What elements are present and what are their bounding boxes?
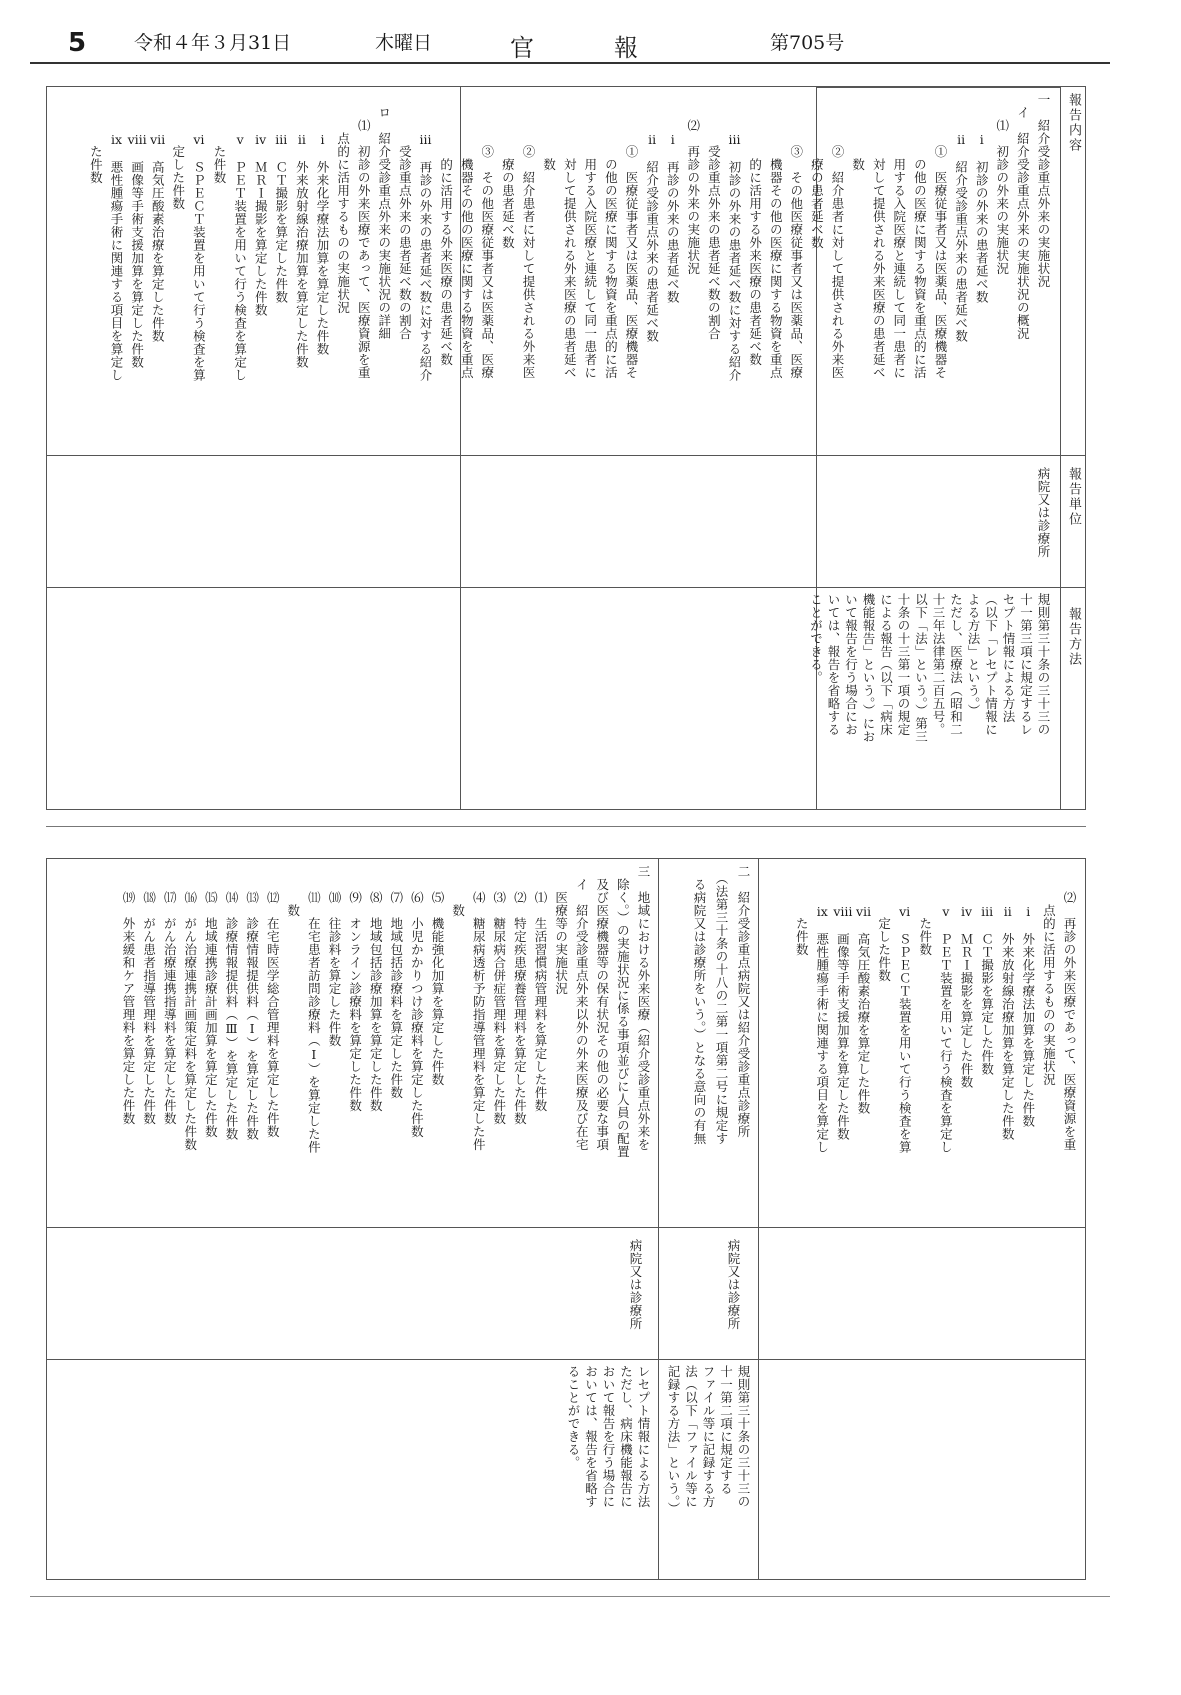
content-line: 的に活用する外来医療の患者延べ数: [438, 93, 454, 366]
page-bottom-rule: [30, 1596, 1110, 1597]
content-line: 数: [285, 865, 301, 917]
method-line: 法（以下「ファイル等に: [683, 1365, 699, 1508]
content-line: ⅷ 画像等手術支援加算を算定した件数: [129, 93, 145, 369]
content-line: ⑾ 在宅患者訪問診療料（Ⅰ）を算定した件: [306, 865, 322, 1154]
method-line: （以下「レセプト情報に: [983, 593, 999, 736]
content-line: 点的に活用するものの実施状況: [335, 93, 351, 314]
method-line: よる方法」という。）: [966, 593, 981, 717]
content-line: 医療等の実施状況: [553, 865, 569, 995]
panel-border-left: [46, 87, 47, 809]
content-line: ⒅ がん患者指導管理料を算定した件数: [141, 865, 157, 1125]
content-line: ⅱ 紹介受診重点外来の患者延べ数: [953, 93, 969, 343]
method-line: ることができる。: [566, 1365, 581, 1469]
method-line: による報告（以下「病床: [878, 593, 894, 736]
content-line: ロ 紹介受診重点外来の実施状況の詳細: [376, 93, 392, 340]
content-line: ⑽ 往診料を算定した件数: [327, 865, 342, 1047]
header-content: 報告内容: [1066, 93, 1081, 153]
content-line: ⅲ ＣＴ撮影を算定した件数: [273, 93, 289, 304]
content-line: 一 紹介受診重点外来の実施状況: [1036, 93, 1051, 288]
content-line: ⅶ 高気圧酸素治療を算定した件数: [150, 93, 166, 343]
content-line: ⑼ オンライン診療料を算定した件数: [347, 865, 363, 1112]
content-line: ⑴ 初診の外来医療であって、医療資源を重: [356, 93, 372, 379]
content-line: ⒃ がん治療連携計画策定料を算定した件数: [182, 865, 198, 1151]
content-line: ⒂ 地域連携診療計画加算を算定した件数: [203, 865, 219, 1138]
divider-item1: [758, 859, 759, 1579]
method-line: 記録する方法」という。）: [666, 1365, 681, 1515]
content-line: ⅸ 悪性腫瘍手術に関連する項目を算定し: [109, 93, 124, 382]
method-line: 規則第三十条の三十三の: [736, 1365, 751, 1508]
content-line: 定した件数: [170, 93, 186, 210]
method-line: ファイル等に記録する方: [701, 1365, 716, 1508]
content-line: ⑴ 生活習慣病管理料を算定した件数: [533, 865, 548, 1112]
content-line: ⑵ 特定疾患療養管理料を算定した件数: [512, 865, 528, 1125]
method-line: いて報告を行う場合にお: [843, 593, 859, 736]
report-table-top: [46, 86, 1086, 810]
method-line: 十条の十三第一項の規定: [896, 593, 911, 736]
bottom-unit-3: 病院又は診療所: [628, 1239, 643, 1330]
method-line: セプト情報による方法: [1001, 593, 1016, 723]
content-line: ⅰ 初診の外来の患者延べ数: [974, 93, 990, 304]
content-line: 及び医療機器等の保有状況その他の必要な事項: [594, 865, 610, 1151]
content-line: ⒆ 外来緩和ケア管理料を算定した件数: [121, 865, 136, 1125]
content-line: イ 紹介受診重点外来以外の外来医療及び在宅: [574, 865, 590, 1151]
method-line: おいて報告を行う場合に: [601, 1365, 616, 1508]
content-line: ⒀ 診療情報提供料（Ⅰ）を算定した件数: [244, 865, 260, 1141]
content-line: （法第三十条の十八の二第一項第二号に規定す: [714, 865, 729, 1145]
method-line: 十三年法律第二百五号。: [931, 593, 946, 736]
content-line: ⅰ 外来化学療法加算を算定した件数: [1020, 865, 1036, 1128]
content-line: 二 紹介受診重点病院又は紹介受診重点診療所: [736, 865, 751, 1138]
content-line: ⑵ 再診の外来医療であって、医療資源を重: [1062, 865, 1077, 1151]
content-line: ② 紹介患者に対して提供される外来医: [830, 93, 845, 379]
method-line: 機能報告」という。）にお: [861, 593, 876, 743]
method-line: 十一第三項に規定するレ: [1018, 593, 1034, 736]
issue-weekday: 木曜日: [375, 32, 433, 54]
content-line: 的に活用する外来医療の患者延べ数: [747, 93, 763, 366]
header-method: 報告方法: [1066, 607, 1081, 667]
content-line: 療の患者延べ数: [809, 93, 825, 249]
content-line: 対して提供される外来医療の患者延べ: [562, 93, 578, 379]
content-line: 対して提供される外来医療の患者延べ: [871, 93, 887, 379]
content-line: ⅱ 紹介受診重点外来の患者延べ数: [644, 93, 660, 343]
content-line: 機器その他の医療に関する物資を重点: [768, 93, 784, 379]
content-line: 三 地域における外来医療（紹介受診重点外来を: [636, 865, 651, 1151]
content-line: ⑿ 在宅時医学総合管理料を算定した件数: [265, 865, 281, 1138]
content-line: ⅲ 再診の外来の患者延べ数に対する紹介: [418, 93, 433, 382]
content-line: 除く。）の実施状況に係る事項並びに人員の配置: [615, 865, 631, 1158]
method-line: いては、報告を省略する: [826, 593, 841, 736]
gazette-title-2: 報: [614, 34, 638, 62]
content-line: ⅰ 再診の外来の患者延べ数: [665, 93, 681, 304]
method-line: ことができる。: [808, 593, 824, 684]
method-line: ただし、医療法（昭和二: [948, 593, 964, 736]
content-line: ⅰ 外来化学療法加算を算定した件数: [315, 93, 330, 356]
content-line: る病院又は診療所をいう。）となる意向の有無: [692, 865, 707, 1145]
header-unit: 報告単位: [1066, 467, 1081, 527]
issue-number: 第705号: [770, 32, 845, 54]
panel2-border-left: [46, 859, 47, 1579]
method-line: おいては、報告を省略す: [583, 1365, 599, 1508]
content-line: ⑹ 小児かかりつけ診療料を算定した件数: [409, 865, 425, 1138]
divider-item2: [658, 859, 659, 1579]
panel2-border-right: [1085, 859, 1086, 1579]
gazette-title-1: 官: [510, 34, 534, 62]
content-line: 数: [450, 865, 466, 917]
content-line: イ 紹介受診重点外来の実施状況の概況: [1015, 93, 1031, 340]
content-line: 定した件数: [876, 865, 892, 982]
content-line: ⅴ ＰＥＴ装置を用いて行う検査を算定し: [938, 865, 954, 1154]
content-line: 用する入院医療と連続して同一患者に: [582, 93, 598, 379]
content-line: ⅲ 初診の外来の患者延べ数に対する紹介: [727, 93, 742, 382]
content-line: 機器その他の医療に関する物資を重点: [459, 93, 475, 379]
method-line: 規則第三十条の三十三の: [1036, 593, 1051, 736]
content-line: ② 紹介患者に対して提供される外来医: [521, 93, 536, 379]
top-report-unit: 病院又は診療所: [1036, 467, 1051, 558]
content-line: ⒄ がん治療連携指導料を算定した件数: [162, 865, 178, 1125]
content-line: 数: [541, 93, 557, 171]
method-line: 十一第二項に規定する: [718, 1365, 734, 1495]
content-line: の他の医療に関する物資を重点的に活: [912, 93, 928, 379]
content-line: ① 医療従事者又は医薬品、医療機器そ: [624, 93, 639, 379]
content-line: ⅲ ＣＴ撮影を算定した件数: [979, 865, 995, 1076]
content-line: ⅳ ＭＲＩ撮影を算定した件数: [253, 93, 269, 317]
content-line: 療の患者延べ数: [500, 93, 516, 249]
content-line: た件数: [212, 93, 227, 184]
content-line: ⅶ 高気圧酸素治療を算定した件数: [856, 865, 871, 1115]
content-line: 点的に活用するものの実施状況: [1041, 865, 1057, 1086]
mid-rule: [46, 826, 1086, 827]
method-line: レセプト情報による方法: [636, 1365, 651, 1508]
content-line: 数: [850, 93, 866, 171]
page-header: [30, 22, 1110, 62]
content-line: ⅱ 外来放射線治療加算を算定した件数: [1000, 865, 1016, 1141]
content-line: ⑷ 糖尿病透析予防指導管理料を算定した件: [471, 865, 487, 1151]
content-line: ① 医療従事者又は医薬品、医療機器そ: [933, 93, 948, 379]
content-line: ⒁ 診療情報提供料（Ⅲ）を算定した件数: [224, 865, 239, 1141]
content-line: ③ その他医療従事者又は医薬品、医療: [479, 93, 495, 379]
content-line: ⅸ 悪性腫瘍手術に関連する項目を算定し: [814, 865, 830, 1154]
content-line: ⑵ 再診の外来の実施状況: [685, 93, 701, 275]
content-line: た件数: [88, 93, 104, 184]
content-line: ⅵ ＳＰＥＣＴ装置を用いて行う検査を算: [191, 93, 207, 382]
content-line: ③ その他医療従事者又は医薬品、医療: [788, 93, 804, 379]
method-line: ただし、病床機能報告に: [618, 1365, 634, 1508]
content-line: 受診重点外来の患者延べ数の割合: [706, 93, 722, 340]
content-line: の他の医療に関する物資を重点的に活: [603, 93, 619, 379]
content-line: た件数: [917, 865, 933, 956]
content-line: ⅷ 画像等手術支援加算を算定した件数: [835, 865, 851, 1141]
content-line: ⅱ 外来放射線治療加算を算定した件数: [294, 93, 310, 369]
method-line: 以下「法」という。）第三: [913, 593, 929, 743]
report-table-bottom: [46, 858, 1086, 1580]
content-line: ⅳ ＭＲＩ撮影を算定した件数: [959, 865, 974, 1089]
content-line: ⑸ 機能強化加算を算定した件数: [430, 865, 445, 1086]
content-line: ⑺ 地域包括診療料を算定した件数: [388, 865, 404, 1099]
content-line: 受診重点外来の患者延べ数の割合: [397, 93, 413, 340]
header-rule: [30, 62, 1110, 64]
content-line: ⑴ 初診の外来の実施状況: [994, 93, 1010, 275]
content-line: ⑻ 地域包括診療加算を算定した件数: [368, 865, 384, 1112]
content-line: た件数: [794, 865, 810, 956]
content-line: ⅵ ＳＰＥＣＴ装置を用いて行う検査を算: [897, 865, 913, 1154]
issue-date: 令和４年３月31日: [134, 32, 292, 54]
page-number: 5: [68, 28, 87, 58]
bottom-unit-2: 病院又は診療所: [726, 1239, 741, 1330]
content-line: 用する入院医療と連続して同一患者に: [891, 93, 907, 379]
content-line: ⑶ 糖尿病合併症管理料を算定した件数: [491, 865, 507, 1125]
content-line: ⅴ ＰＥＴ装置を用いて行う検査を算定し: [232, 93, 248, 382]
